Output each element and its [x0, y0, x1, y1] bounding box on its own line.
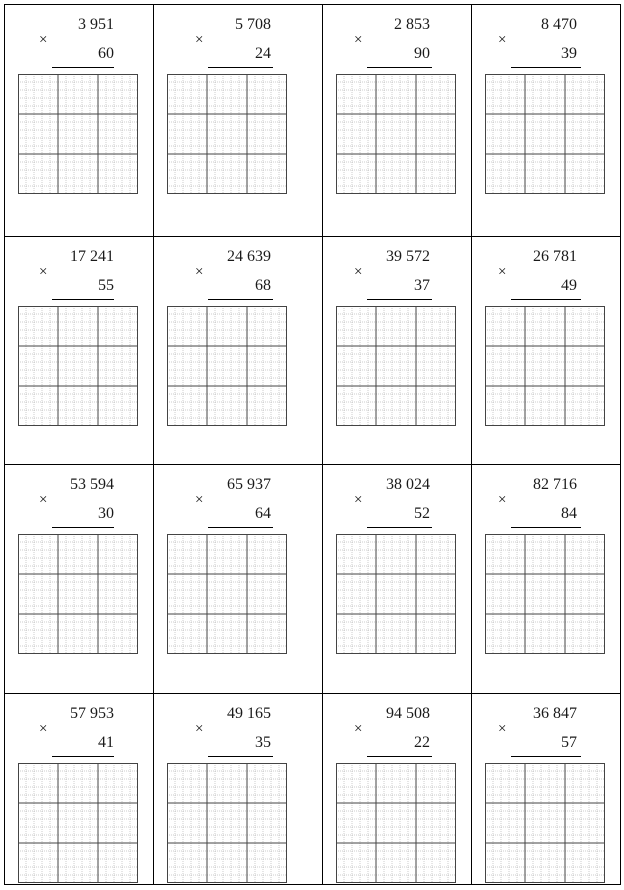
multiplier: 24 — [255, 45, 271, 62]
answer-grid — [336, 763, 456, 883]
multiplier: 35 — [255, 734, 271, 751]
multiplicand: 36 847 — [533, 705, 577, 722]
problem-cell — [153, 236, 322, 464]
multiply-sign: × — [195, 264, 204, 280]
multiply-sign: × — [354, 264, 363, 280]
answer-grid — [167, 74, 287, 194]
multiplier: 55 — [98, 277, 114, 294]
product-rule — [208, 756, 273, 757]
multiplicand: 53 594 — [70, 476, 114, 493]
multiply-sign: × — [195, 721, 204, 737]
multiplier: 68 — [255, 277, 271, 294]
answer-grid — [18, 534, 138, 654]
product-rule — [367, 756, 432, 757]
multiplicand: 39 572 — [386, 248, 430, 265]
problem-cell — [471, 4, 621, 236]
multiply-sign: × — [195, 32, 204, 48]
multiplier: 64 — [255, 505, 271, 522]
problem-cell — [322, 236, 471, 464]
problem-cell — [153, 693, 322, 885]
multiply-sign: × — [498, 721, 507, 737]
multiplicand: 2 853 — [394, 16, 430, 33]
multiplier: 49 — [561, 277, 577, 294]
product-rule — [511, 756, 581, 757]
answer-grid — [167, 306, 287, 426]
answer-grid — [485, 306, 605, 426]
multiply-sign: × — [354, 721, 363, 737]
multiplier: 22 — [414, 734, 430, 751]
answer-grid — [18, 74, 138, 194]
product-rule — [208, 299, 273, 300]
multiply-sign: × — [39, 264, 48, 280]
answer-grid — [167, 763, 287, 883]
multiply-sign: × — [354, 32, 363, 48]
answer-grid — [336, 534, 456, 654]
multiplicand: 26 781 — [533, 248, 577, 265]
multiplicand: 57 953 — [70, 705, 114, 722]
multiply-sign: × — [39, 721, 48, 737]
problem-cell — [4, 693, 153, 885]
multiply-sign: × — [498, 32, 507, 48]
answer-grid — [18, 763, 138, 883]
multiplier: 39 — [561, 45, 577, 62]
multiply-sign: × — [354, 492, 363, 508]
product-rule — [367, 67, 432, 68]
multiplicand: 38 024 — [386, 476, 430, 493]
problem-cell — [153, 4, 322, 236]
problem-cell — [322, 464, 471, 693]
multiplicand: 65 937 — [227, 476, 271, 493]
problem-cell — [4, 236, 153, 464]
multiplicand: 94 508 — [386, 705, 430, 722]
problem-cell — [4, 464, 153, 693]
problem-cell — [471, 693, 621, 885]
problem-cell — [153, 464, 322, 693]
multiply-sign: × — [39, 492, 48, 508]
product-rule — [511, 527, 581, 528]
product-rule — [367, 527, 432, 528]
product-rule — [208, 527, 273, 528]
multiply-sign: × — [498, 264, 507, 280]
multiplier: 41 — [98, 734, 114, 751]
multiplier: 57 — [561, 734, 577, 751]
product-rule — [52, 527, 114, 528]
problem-cell — [471, 236, 621, 464]
problem-cell — [471, 464, 621, 693]
product-rule — [511, 67, 581, 68]
problem-cell — [322, 693, 471, 885]
answer-grid — [485, 534, 605, 654]
multiplicand: 82 716 — [533, 476, 577, 493]
multiplier: 52 — [414, 505, 430, 522]
multiplier: 37 — [414, 277, 430, 294]
multiplier: 60 — [98, 45, 114, 62]
answer-grid — [18, 306, 138, 426]
multiplier: 30 — [98, 505, 114, 522]
answer-grid — [336, 74, 456, 194]
worksheet-table — [4, 4, 621, 885]
multiplier: 84 — [561, 505, 577, 522]
multiplicand: 3 951 — [78, 16, 114, 33]
product-rule — [52, 299, 114, 300]
multiplicand: 8 470 — [541, 16, 577, 33]
product-rule — [511, 299, 581, 300]
problem-cell — [322, 4, 471, 236]
multiplier: 90 — [414, 45, 430, 62]
product-rule — [52, 67, 114, 68]
product-rule — [52, 756, 114, 757]
multiplicand: 17 241 — [70, 248, 114, 265]
multiplicand: 24 639 — [227, 248, 271, 265]
multiplicand: 5 708 — [235, 16, 271, 33]
product-rule — [208, 67, 273, 68]
problem-cell — [4, 4, 153, 236]
multiply-sign: × — [195, 492, 204, 508]
multiply-sign: × — [498, 492, 507, 508]
multiplicand: 49 165 — [227, 705, 271, 722]
answer-grid — [167, 534, 287, 654]
answer-grid — [336, 306, 456, 426]
answer-grid — [485, 74, 605, 194]
answer-grid — [485, 763, 605, 883]
product-rule — [367, 299, 432, 300]
multiply-sign: × — [39, 32, 48, 48]
